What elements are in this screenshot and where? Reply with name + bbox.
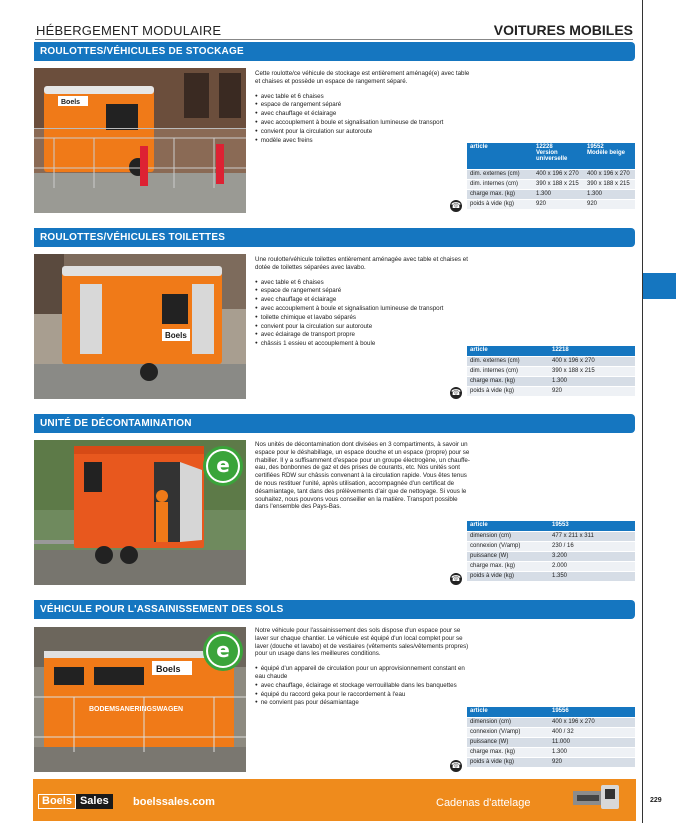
- footer-product-link[interactable]: Cadenas d'attelage: [436, 797, 531, 809]
- phone-icon: ☎: [451, 761, 461, 770]
- toilet-trailer-photo: [34, 254, 246, 399]
- section-heading-decontamination: UNITÉ DE DÉCONTAMINATION: [34, 414, 635, 433]
- table-row: dim. internes (cm) 390 x 188 x 215 390 x 188 x 215: [467, 179, 635, 189]
- list-item: ● espace de rangement séparé: [255, 100, 470, 109]
- list-item: ● convient pour la circulation sur autoroute: [255, 322, 470, 331]
- storage-feature-list: [255, 92, 470, 145]
- list-item: ● avec accouplement à boule et signalisation lumineuse de transport: [255, 304, 470, 313]
- table-header: article: [467, 707, 549, 717]
- table-row: charge max. (kg) 1.300: [467, 376, 635, 386]
- table-row: connexion (V/amp) 230 / 16: [467, 541, 635, 551]
- phone-icon: ☎: [451, 388, 461, 397]
- table-header: 19553: [549, 521, 635, 531]
- footer-bar: [33, 779, 636, 821]
- toilet-description: Une roulotte/véhicule toilettes entièrement aménagée avec table et chaises et dotée de toilettes séparées avec lavabo. ● avec table et 6 chaises ● espace de rangement séparé ● avec chauffage et éclairage ● avec accouplement à boule et signalisation lumineuse de transport ● toilette chimique et lavabo séparés ● convient pour la circulation sur autoroute ● avec éclairage de transport propre ● châssis 1 essieu et accouplement à boule: [255, 256, 470, 348]
- list-item: ● équipé du raccord geka pour le raccordement à l'eau: [255, 690, 470, 699]
- list-item: ● ne convient pas pour désamiantage: [255, 698, 470, 707]
- soil-remediation-description: Notre véhicule pour l'assainissement des sols dispose d'un espace pour se laver sur chaque chantier. Le véhicule est équipé d'un local complet pour se laver (douche et lavabo) et de vestiaires (vêtements sales/vêtements propres) pour un usage dans les meilleures conditions. ● équipé d'un appareil de circulation pour un approvisionnement constant en eau chaude ● avec chauffage, éclairage et stockage verrouillable dans les banquettes ● équipé du raccord geka pour le raccordement à l'eau ● ne convient pas pour désamiantage: [255, 627, 470, 707]
- list-item: ● avec chauffage et éclairage: [255, 295, 470, 304]
- svg-text:Boels: Boels: [61, 99, 81, 106]
- section-heading-storage: ROULOTTES/VÉHICULES DE STOCKAGE: [34, 42, 635, 61]
- eco-e-badge-icon: e: [203, 631, 243, 671]
- list-item: ● toilette chimique et lavabo séparés: [255, 313, 470, 322]
- toilet-spec-table: [467, 346, 635, 397]
- table-header: article: [467, 143, 533, 169]
- table-row: connexion (V/amp) 400 / 32: [467, 727, 635, 737]
- svg-text:BODEMSANERINGSWAGEN: BODEMSANERINGSWAGEN: [89, 706, 184, 713]
- table-row: charge max. (kg) 1.300: [467, 747, 635, 757]
- side-tab-marker: [643, 273, 676, 299]
- list-item: ● espace de rangement séparé: [255, 286, 470, 295]
- list-item: ● châssis 1 essieu et accouplement à boule: [255, 339, 470, 348]
- table-row: puissance (W) 11.000: [467, 737, 635, 747]
- decontamination-spec-table: [467, 521, 635, 582]
- footer-website-link[interactable]: boelssales.com: [133, 796, 215, 808]
- list-item: ● convient pour la circulation sur autoroute: [255, 127, 470, 136]
- table-row: dim. internes (cm) 390 x 188 x 215: [467, 366, 635, 376]
- table-row: dim. externes (cm) 400 x 196 x 270 400 x 196 x 270: [467, 169, 635, 179]
- table-row: poids à vide (kg) 920: [467, 386, 635, 396]
- table-header: 12228 Version universelle: [533, 143, 584, 169]
- storage-description: Cette roulotte/ce véhicule de stockage est entièrement aménagé(e) avec table et chaises et possède un espace de rangement séparé. ● avec table et 6 chaises ● espace de rangement séparé ● avec chauffage et éclairage ● avec accouplement à boule et signalisation lumineuse de transport ● convient pour la circulation sur autoroute ● modèle avec freins: [255, 70, 470, 144]
- list-item: ● avec chauffage, éclairage et stockage verrouillable dans les banquettes: [255, 681, 470, 690]
- soil-remediation-spec-table: [467, 707, 635, 768]
- right-margin-line: [642, 0, 643, 823]
- list-item: ● avec accouplement à boule et signalisation lumineuse de transport: [255, 118, 470, 127]
- table-row: charge max. (kg) 1.300 1.300: [467, 189, 635, 199]
- list-item: ● modèle avec freins: [255, 136, 470, 145]
- list-item: ● équipé d'un appareil de circulation pour un approvisionnement constant en eau chaude: [255, 664, 470, 681]
- soil-remediation-feature-list: [255, 664, 470, 707]
- table-row: poids à vide (kg) 920 920: [467, 199, 635, 209]
- table-header: 12218: [549, 346, 635, 356]
- section-heading-soil-remediation: VÉHICULE POUR L'ASSAINISSEMENT DES SOLS: [34, 600, 635, 619]
- table-row: charge max. (kg) 2.000: [467, 561, 635, 571]
- decontamination-description: Nos unités de décontamination dont divisées en 3 compartiments, à savoir un espace pour le déshabillage, un espace douche et un espace (propre) pour se rhabiller. Il y a suffisamment d'espace pour un groupe électrogène, un chauffe-eau, des bonbonnes de gaz et des prises de courants, etc. Nos unités sont certifiées RDW sur châssis convenant à la circulation rapide. Vous êtes tenus de nous restituer l'unité, après utilisation, accompagnée d'un certificat de désamiantage, tant dans des prélèvements d'air que de nettoyage. Si vous le souhaitez, nous pouvons vous conseiller en la matière. Transport possible dans l'ensemble des Pays-Bas.: [255, 441, 470, 511]
- table-header: article: [467, 521, 549, 531]
- list-item: ● avec chauffage et éclairage: [255, 109, 470, 118]
- table-header: article: [467, 346, 549, 356]
- table-row: dimension (cm) 400 x 196 x 270: [467, 717, 635, 727]
- list-item: ● avec table et 6 chaises: [255, 278, 470, 287]
- table-row: puissance (W) 3.200: [467, 551, 635, 561]
- phone-icon: ☎: [451, 201, 461, 210]
- table-row: poids à vide (kg) 1.350: [467, 571, 635, 581]
- header-divider: [35, 39, 633, 40]
- category-title: HÉBERGEMENT MODULAIRE: [36, 23, 222, 38]
- list-item: ● avec table et 6 chaises: [255, 92, 470, 101]
- coupling-lock-image: [571, 781, 627, 815]
- list-item: ● avec éclairage de transport propre: [255, 330, 470, 339]
- storage-spec-table: [467, 143, 635, 210]
- svg-text:Boels: Boels: [165, 331, 187, 340]
- table-row: dimension (cm) 477 x 211 x 311: [467, 531, 635, 541]
- table-row: dim. externes (cm) 400 x 196 x 270: [467, 356, 635, 366]
- phone-icon: ☎: [451, 574, 461, 583]
- page-number: 229: [650, 797, 662, 804]
- section-heading-toilet: ROULOTTES/VÉHICULES TOILETTES: [34, 228, 635, 247]
- toilet-feature-list: [255, 278, 470, 348]
- svg-text:Boels: Boels: [156, 664, 181, 674]
- eco-e-badge-icon: e: [203, 446, 243, 486]
- section-title: VOITURES MOBILES: [493, 22, 633, 38]
- table-row: poids à vide (kg) 920: [467, 757, 635, 767]
- storage-trailer-photo: [34, 68, 246, 213]
- table-header: 19552 Modèle beige: [584, 143, 635, 169]
- boels-sales-logo: Boels Sales: [38, 794, 113, 809]
- table-header: 19556: [549, 707, 635, 717]
